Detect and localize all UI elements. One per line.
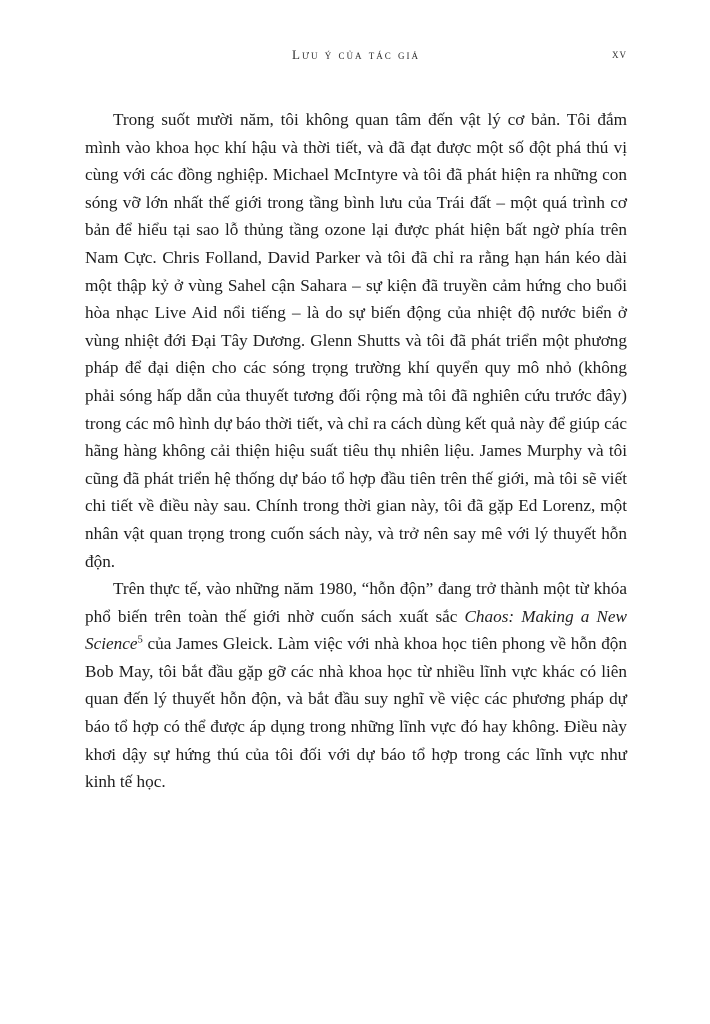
page-number: xv	[612, 46, 627, 61]
paragraph-2-text-after: của James Gleick. Làm việc với nhà khoa học tiên phong về hỗn độn Bob May, tôi bắt đầu gặp gỡ các nhà khoa học từ nhiều lĩnh vực khác có liên quan đến lý thuyết hỗn độn, và bắt đầu suy nghĩ về việc các phương pháp dự báo tổ hợp có thể được áp dụng trong những lĩnh vực đó hay không. Điều này khơi dậy sự hứng thú của tôi đối với dự báo tổ hợp trong các lĩnh vực như kinh tế học.	[85, 634, 627, 792]
page-header	[85, 46, 627, 64]
page-body	[85, 106, 627, 796]
paragraph-2	[85, 575, 627, 796]
paragraph-1: Trong suốt mười năm, tôi không quan tâm đến vật lý cơ bản. Tôi đắm mình vào khoa học khí hậu và thời tiết, và đã đạt được một số đột phá thú vị cùng với các đồng nghiệp. Michael McIntyre và tôi đã phát hiện ra những con sóng vỡ lớn nhất thế giới trong tầng bình lưu của Trái đất – một quá trình cơ bản để hiểu tại sao lỗ thủng tầng ozone lại được phát hiện bất ngờ phía trên Nam Cực. Chris Folland, David Parker và tôi đã chỉ ra rằng hạn hán kéo dài một thập kỷ ở vùng Sahel cận Sahara – sự kiện đã truyền cảm hứng cho buổi hòa nhạc Live Aid nổi tiếng – là do sự biến động của nhiệt độ nước biển ở vùng nhiệt đới Đại Tây Dương. Glenn Shutts và tôi đã phát triển một phương pháp để đại diện cho các sóng trọng trường khí quyển quy mô nhỏ (không phải sóng hấp dẫn của thuyết tương đối rộng mà tôi đã nghiên cứu trước đây) trong các mô hình dự báo thời tiết, và chỉ ra cách dùng kết quả này để giúp các hãng hàng không cải thiện hiệu suất tiêu thụ nhiên liệu. James Murphy và tôi cũng đã phát triển hệ thống dự báo tổ hợp đầu tiên trên thế giới, mà tôi sẽ viết chi tiết về điều này sau. Chính trong thời gian này, tôi đã gặp Ed Lorenz, một nhân vật quan trọng trong cuốn sách này, và trở nên say mê với lý thuyết hỗn độn.	[85, 110, 627, 571]
book-title-italic: Chaos: Making a New Science	[85, 606, 627, 654]
running-head-title: Lưu ý của tác giả	[292, 47, 420, 62]
footnote-marker: 5	[137, 634, 143, 646]
paragraph-2-text-before: Trên thực tế, vào những năm 1980, “hỗn độn” đang trở thành một từ khóa phổ biến trên toàn thế giới nhờ cuốn sách xuất sắc	[85, 579, 627, 626]
